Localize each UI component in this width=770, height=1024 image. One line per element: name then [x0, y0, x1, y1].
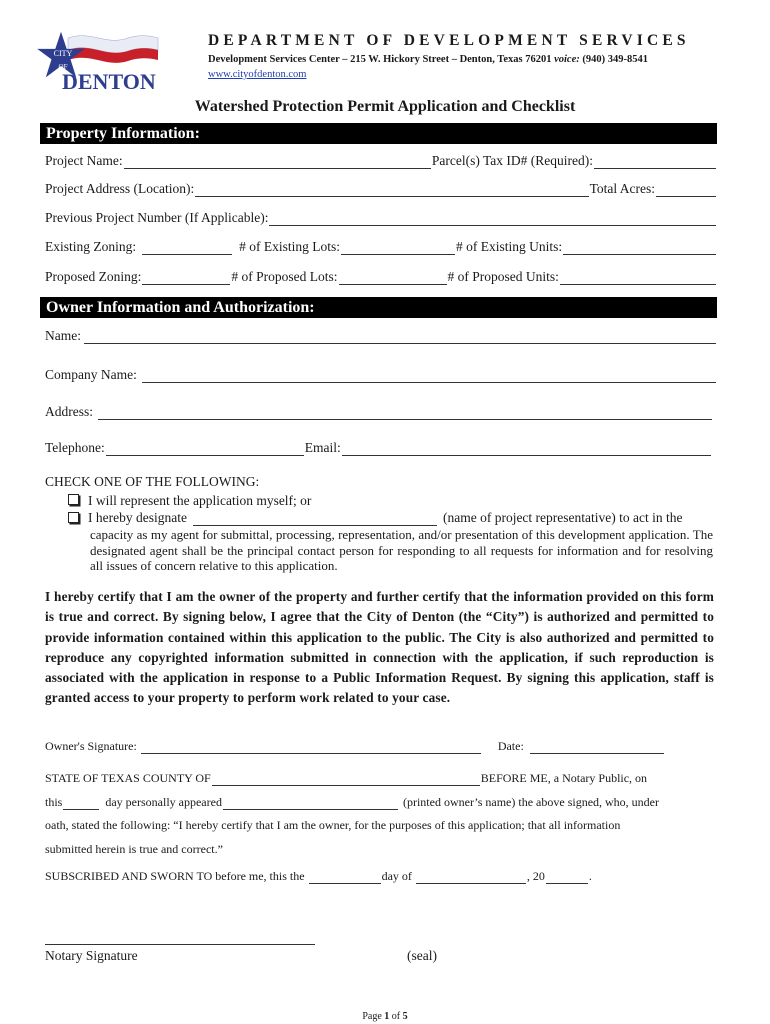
project-address-row	[45, 177, 717, 197]
email-field[interactable]	[342, 440, 711, 456]
oath-line: oath, stated the following: “I hereby certify that I am the owner, for the purposes of this application; that all information	[45, 818, 621, 832]
logo-graphic	[36, 26, 166, 92]
total-acres-label: Total Acres:	[589, 181, 655, 196]
company-name-field[interactable]	[142, 367, 716, 383]
date-field[interactable]	[530, 740, 664, 754]
company-name-label: Company Name:	[45, 367, 137, 382]
subscribed-label: SUBSCRIBED AND SWORN TO before me, this the	[45, 869, 305, 883]
existing-lots-label: # of Existing Lots:	[239, 239, 340, 254]
certification-statement: I hereby certify that I am the owner of the property and further certify that the information provided on this form is true and correct. By signing below, I agree that the City of Denton (the “City”) is authorized and permitted to provide information contained within this application to the public. The City is also authorized and permitted to reproduce any copyrighted information submitted in connection with the application, if such reproduction is associated with the application in response to a Public Information Request. By signing this application, staff is granted access to your property to perform work related to your case.	[45, 589, 714, 706]
checkbox-self[interactable]	[68, 494, 79, 505]
website-link[interactable]: www.cityofdenton.com	[208, 69, 307, 80]
project-name-row	[45, 149, 717, 169]
proposed-zoning-label: Proposed Zoning:	[45, 269, 142, 284]
logo-name: DENTON	[62, 69, 156, 92]
year-field[interactable]	[546, 870, 588, 884]
property-section-heading: Property Information:	[40, 123, 717, 144]
designate-field[interactable]	[193, 510, 437, 526]
checkbox-designate[interactable]	[68, 512, 79, 523]
option-self	[68, 493, 311, 509]
existing-zoning-field[interactable]	[142, 239, 232, 255]
appeared-row	[45, 792, 717, 810]
city-of-denton-logo	[36, 26, 166, 92]
address-field[interactable]	[98, 404, 712, 420]
page-current: 1	[384, 1011, 390, 1022]
owner-name-field[interactable]	[84, 328, 716, 344]
county-field[interactable]	[212, 772, 480, 786]
day-appeared-label: day personally appeared	[105, 795, 222, 809]
proposed-zoning-row	[45, 265, 717, 285]
email-label: Email:	[304, 440, 341, 455]
day-of-label: day of	[381, 869, 412, 883]
address-label: Address:	[45, 404, 93, 419]
owner-section-heading: Owner Information and Authorization:	[40, 297, 717, 318]
designate-description: capacity as my agent for submittal, processing, representation, and/or presentation of this development application. The designated agent shall be the principal contact person for responding to all requests for information and for resolving all issues of concern relative to this application.	[90, 527, 713, 573]
project-name-label: Project Name:	[45, 153, 123, 168]
submitted-line: submitted herein is true and correct.”	[45, 842, 223, 856]
total-acres-field[interactable]	[656, 181, 716, 197]
year-prefix: , 20	[526, 869, 545, 883]
option-self-label: I will represent the application myself; or	[88, 493, 312, 508]
department-address	[208, 54, 648, 65]
parcel-id-field[interactable]	[594, 153, 716, 169]
existing-zoning-row	[45, 235, 717, 255]
parcel-id-label: Parcel(s) Tax ID# (Required):	[431, 153, 593, 168]
subscribed-day-field[interactable]	[309, 870, 381, 884]
previous-project-label: Previous Project Number (If Applicable):	[45, 210, 269, 225]
address-row	[45, 400, 717, 420]
check-one-heading: CHECK ONE OF THE FOLLOWING:	[45, 474, 260, 489]
state-county-row	[45, 768, 717, 786]
printed-name-label: (printed owner’s name) the above signed, who, under	[402, 795, 660, 809]
page-footer	[0, 1011, 770, 1022]
month-field[interactable]	[416, 870, 526, 884]
owner-signature-row	[45, 736, 717, 754]
existing-lots-field[interactable]	[341, 239, 455, 255]
seal-label: (seal)	[407, 948, 437, 963]
existing-units-label: # of Existing Units:	[456, 239, 563, 254]
page-word: Page	[362, 1011, 382, 1022]
period: .	[588, 869, 592, 883]
contact-row	[45, 436, 717, 456]
logo-city-word: CITY	[53, 49, 73, 58]
project-name-field[interactable]	[124, 153, 431, 169]
option-designate	[68, 510, 713, 526]
previous-project-field[interactable]	[269, 210, 716, 226]
date-label: Date:	[497, 739, 524, 753]
telephone-field[interactable]	[106, 440, 304, 456]
document-title: Watershed Protection Permit Application and Checklist	[194, 98, 576, 115]
voice-number: (940) 349-8541	[582, 54, 648, 65]
option-designate-label-b: (name of project representative) to act in the	[442, 510, 683, 525]
address-line: Development Services Center – 215 W. Hickory Street – Denton, Texas 76201	[208, 54, 552, 65]
proposed-units-label: # of Proposed Units:	[447, 269, 559, 284]
previous-project-row	[45, 206, 717, 226]
proposed-units-field[interactable]	[560, 269, 716, 285]
this-day-field[interactable]	[63, 796, 99, 810]
owner-signature-label: Owner's Signature:	[45, 739, 137, 753]
proposed-lots-field[interactable]	[339, 269, 447, 285]
owner-name-label: Name:	[45, 328, 81, 343]
state-county-label: STATE OF TEXAS COUNTY OF	[45, 771, 211, 785]
company-name-row	[45, 363, 717, 383]
owner-name-row	[45, 324, 717, 344]
project-address-field[interactable]	[195, 181, 588, 197]
proposed-lots-label: # of Proposed Lots:	[231, 269, 338, 284]
option-designate-label: I hereby designate	[88, 510, 187, 525]
page-total: 5	[402, 1011, 408, 1022]
notary-signature-field[interactable]	[45, 944, 315, 945]
department-name: DEPARTMENT OF DEVELOPMENT SERVICES	[208, 32, 690, 49]
telephone-label: Telephone:	[45, 440, 105, 455]
before-me-label: BEFORE ME, a Notary Public, on	[480, 771, 648, 785]
voice-label: voice:	[554, 54, 580, 65]
this-label: this	[45, 795, 63, 809]
notary-signature-label: Notary Signature	[45, 948, 138, 963]
existing-units-field[interactable]	[563, 239, 716, 255]
project-address-label: Project Address (Location):	[45, 181, 195, 196]
subscribed-row	[45, 866, 717, 884]
owner-signature-field[interactable]	[141, 740, 481, 754]
logo-of-word: OF	[58, 63, 68, 71]
proposed-zoning-field[interactable]	[142, 269, 230, 285]
of-word: of	[391, 1011, 401, 1022]
existing-zoning-label: Existing Zoning:	[45, 239, 137, 254]
printed-name-field[interactable]	[223, 796, 398, 810]
